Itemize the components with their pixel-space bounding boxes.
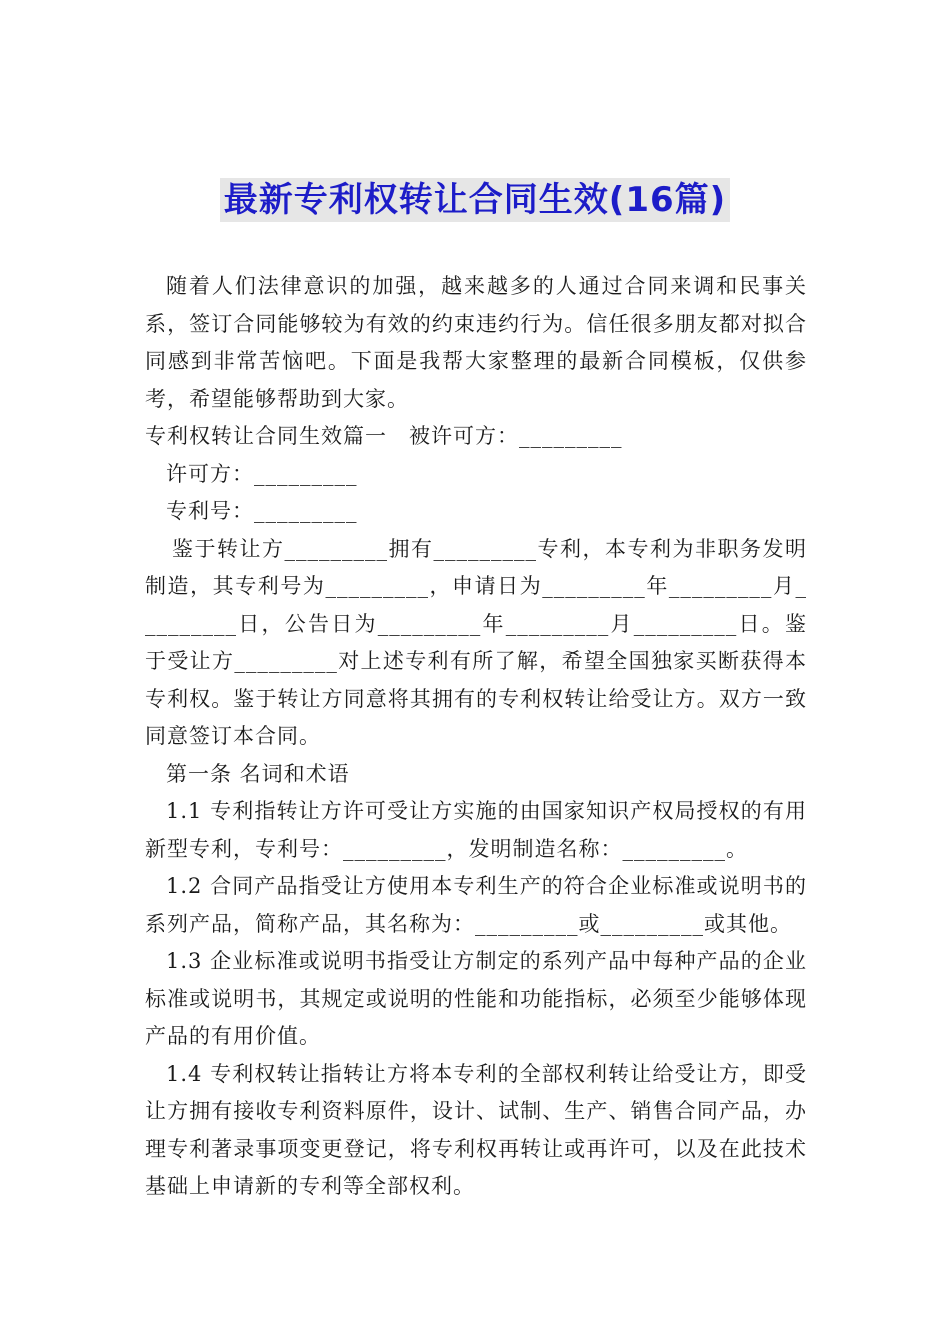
document-body	[145, 268, 807, 1206]
intro-paragraph: 随着人们法律意识的加强，越来越多的人通过合同来调和民事关系，签订合同能够较为有效的约束违约行为。信任很多朋友都对拟合同感到非常苦恼吧。下面是我帮大家整理的最新合同模板，仅供参考，希望能够帮助到大家。	[145, 274, 807, 411]
licensee-line: 专利权转让合同生效篇一 被许可方：_________	[145, 424, 623, 448]
clause-1-3: 1.3 企业标准或说明书指受让方制定的系列产品中每种产品的企业标准或说明书，其规定或说明的性能和功能指标，必须至少能够体现产品的有用价值。	[145, 949, 807, 1048]
clause-1-1: 1.1 专利指转让方许可受让方实施的由国家知识产权局授权的有用新型专利，专利号：_________，发明制造名称：_________。	[145, 799, 807, 861]
article-one-heading: 第一条 名词和术语	[166, 761, 350, 786]
document-title: 最新专利权转让合同生效(16篇)	[220, 178, 730, 222]
licensor-line: 许可方：_________	[166, 461, 358, 486]
title-container	[0, 178, 950, 222]
clause-1-4: 1.4 专利权转让指转让方将本专利的全部权利转让给受让方，即受让方拥有接收专利资料原件，设计、试制、生产、销售合同产品，办理专利著录事项变更登记，将专利权再转让或再许可，以及在此技术基础上申请新的专利等全部权利。	[145, 1061, 807, 1198]
patent-number-line: 专利号：_________	[166, 499, 358, 523]
clause-1-2: 1.2 合同产品指受让方使用本专利生产的符合企业标准或说明书的系列产品，简称产品，其名称为：_________或_________或其他。	[145, 874, 807, 936]
recital-paragraph: 鉴于转让方_________拥有_________专利，本专利为非职务发明制造，其专利号为_________，申请日为_________年_________月_________日，公告日为_________年_________月_________日。鉴于受让方_________对上述专利有所了解，希望全国独家买断获得本专利权。鉴于转让方同意将其拥有的专利权转让给受让方。双方一致同意签订本合同。	[145, 536, 807, 748]
